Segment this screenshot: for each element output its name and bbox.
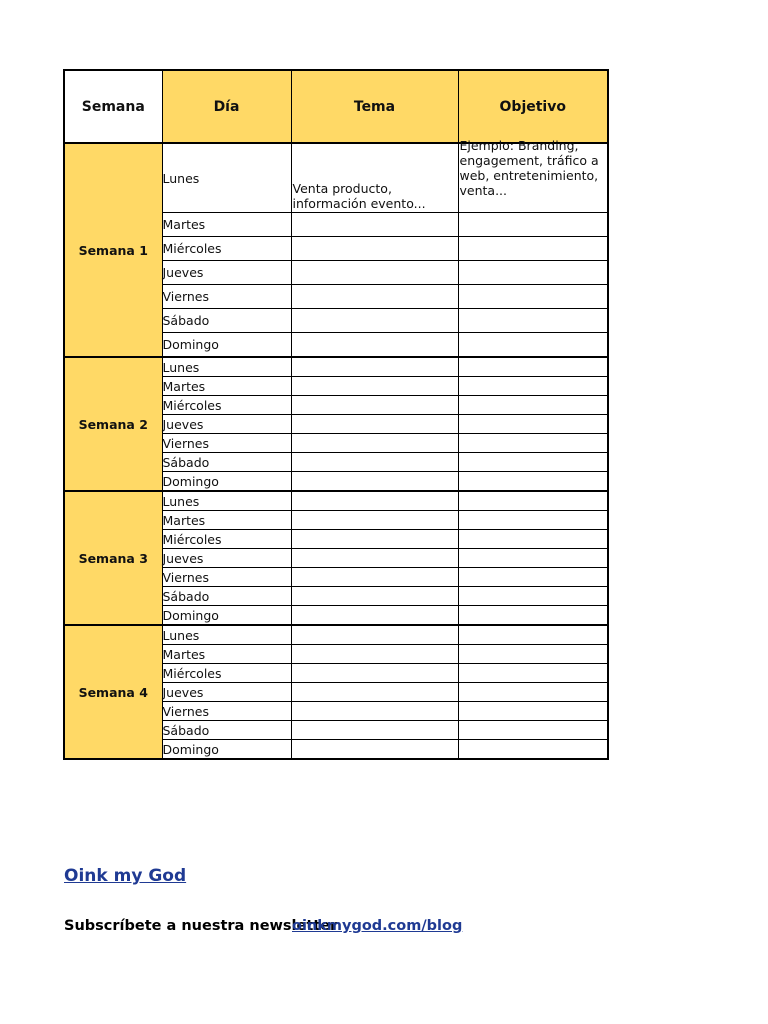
day-cell: Domingo — [162, 740, 291, 760]
day-cell: Miércoles — [162, 396, 291, 415]
tema-cell[interactable] — [291, 434, 458, 453]
objetivo-cell[interactable] — [458, 138, 608, 213]
tema-cell[interactable] — [291, 309, 458, 333]
tema-cell[interactable] — [291, 683, 458, 702]
day-cell: Domingo — [162, 472, 291, 492]
objetivo-cell[interactable] — [458, 434, 608, 453]
day-cell: Viernes — [162, 434, 291, 453]
objetivo-cell[interactable] — [458, 568, 608, 587]
objetivo-cell[interactable] — [458, 491, 608, 511]
brand-link[interactable]: Oink my God — [64, 866, 187, 886]
objetivo-cell[interactable] — [458, 453, 608, 472]
objetivo-cell[interactable] — [458, 237, 608, 261]
objetivo-cell[interactable] — [458, 530, 608, 549]
day-cell: Sábado — [162, 309, 291, 333]
objetivo-cell[interactable] — [458, 261, 608, 285]
objetivo-cell[interactable] — [458, 683, 608, 702]
tema-cell[interactable] — [291, 261, 458, 285]
day-cell: Domingo — [162, 606, 291, 626]
table-row — [64, 491, 608, 511]
table-row — [64, 143, 608, 213]
tema-cell[interactable] — [291, 472, 458, 492]
objetivo-cell[interactable] — [458, 285, 608, 309]
tema-cell[interactable] — [291, 396, 458, 415]
tema-cell[interactable] — [291, 721, 458, 740]
day-cell: Miércoles — [162, 237, 291, 261]
objetivo-cell[interactable] — [458, 721, 608, 740]
tema-cell[interactable] — [291, 285, 458, 309]
header-objetivo: Objetivo — [458, 70, 608, 143]
day-cell: Martes — [162, 511, 291, 530]
tema-cell[interactable] — [291, 377, 458, 396]
tema-cell[interactable] — [291, 237, 458, 261]
tema-cell[interactable] — [291, 415, 458, 434]
day-cell: Sábado — [162, 587, 291, 606]
objetivo-example-text: Ejemplo: Branding, engagement, tráfico a web, entretenimiento, venta... — [459, 138, 599, 198]
table-row — [64, 357, 608, 377]
header-semana: Semana — [64, 70, 162, 143]
week-label: Semana 3 — [64, 491, 162, 625]
week-label: Semana 2 — [64, 357, 162, 491]
day-cell: Viernes — [162, 568, 291, 587]
objetivo-cell[interactable] — [458, 333, 608, 358]
objetivo-cell[interactable] — [458, 549, 608, 568]
tema-cell[interactable] — [291, 664, 458, 683]
content-calendar-table — [63, 69, 609, 760]
day-cell: Jueves — [162, 415, 291, 434]
day-cell: Miércoles — [162, 664, 291, 683]
day-cell: Jueves — [162, 549, 291, 568]
tema-cell[interactable]: Venta producto, información evento... — [291, 143, 458, 213]
objetivo-cell[interactable] — [458, 606, 608, 626]
objetivo-cell[interactable] — [458, 357, 608, 377]
objetivo-cell[interactable] — [458, 511, 608, 530]
tema-cell[interactable] — [291, 333, 458, 358]
day-cell: Jueves — [162, 683, 291, 702]
day-cell: Sábado — [162, 453, 291, 472]
objetivo-cell[interactable] — [458, 377, 608, 396]
tema-cell[interactable] — [291, 511, 458, 530]
tema-cell[interactable] — [291, 530, 458, 549]
objetivo-cell[interactable] — [458, 472, 608, 492]
objetivo-cell[interactable] — [458, 396, 608, 415]
objetivo-cell[interactable] — [458, 664, 608, 683]
tema-cell[interactable] — [291, 587, 458, 606]
day-cell: Jueves — [162, 261, 291, 285]
day-cell: Miércoles — [162, 530, 291, 549]
blog-link[interactable]: oinkmygod.com/blog — [292, 918, 463, 934]
week-label: Semana 1 — [64, 143, 162, 357]
table-header-row — [64, 70, 608, 143]
tema-cell[interactable] — [291, 357, 458, 377]
tema-cell[interactable] — [291, 606, 458, 626]
objetivo-cell[interactable] — [458, 587, 608, 606]
day-cell: Martes — [162, 645, 291, 664]
day-cell: Lunes — [162, 143, 291, 213]
week-label: Semana 4 — [64, 625, 162, 759]
day-cell: Viernes — [162, 285, 291, 309]
objetivo-cell[interactable] — [458, 625, 608, 645]
day-cell: Lunes — [162, 357, 291, 377]
day-cell: Lunes — [162, 625, 291, 645]
newsletter-line — [64, 918, 462, 934]
tema-cell[interactable] — [291, 568, 458, 587]
day-cell: Lunes — [162, 491, 291, 511]
day-cell: Domingo — [162, 333, 291, 358]
header-dia: Día — [162, 70, 291, 143]
tema-cell[interactable] — [291, 625, 458, 645]
tema-cell[interactable] — [291, 702, 458, 721]
tema-cell[interactable] — [291, 213, 458, 237]
objetivo-cell[interactable] — [458, 645, 608, 664]
objetivo-cell[interactable] — [458, 309, 608, 333]
objetivo-cell[interactable] — [458, 213, 608, 237]
day-cell: Viernes — [162, 702, 291, 721]
day-cell: Sábado — [162, 721, 291, 740]
subscribe-label: Subscríbete a nuestra newsletter — [64, 918, 338, 934]
tema-cell[interactable] — [291, 740, 458, 760]
day-cell: Martes — [162, 377, 291, 396]
header-tema: Tema — [291, 70, 458, 143]
tema-cell[interactable] — [291, 645, 458, 664]
objetivo-cell[interactable] — [458, 702, 608, 721]
day-cell: Martes — [162, 213, 291, 237]
tema-cell[interactable] — [291, 453, 458, 472]
objetivo-cell[interactable] — [458, 415, 608, 434]
tema-cell[interactable] — [291, 549, 458, 568]
objetivo-cell[interactable] — [458, 740, 608, 760]
tema-cell[interactable] — [291, 491, 458, 511]
table-row — [64, 625, 608, 645]
